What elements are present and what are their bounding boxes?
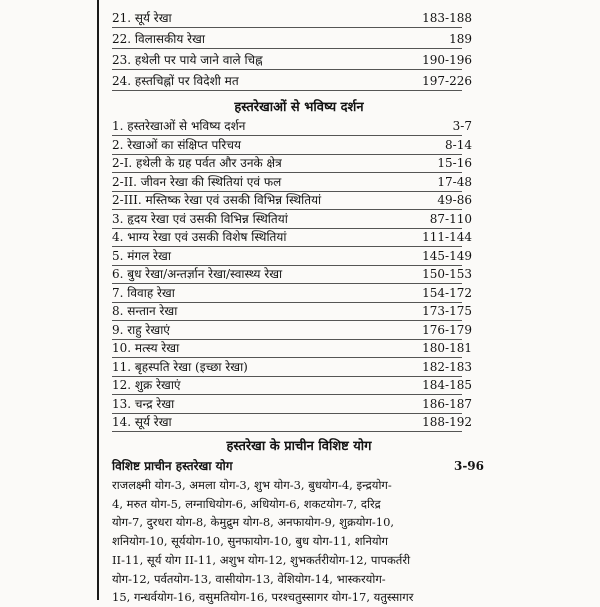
toc-entry-page: 180-181 — [422, 341, 472, 355]
toc-entry-page: 49-86 — [437, 193, 472, 207]
toc-entry-label: 2. रेखाओं का संक्षिप्त परिचय — [112, 137, 241, 152]
yoga-list-paragraph — [112, 476, 484, 607]
toc-entry-label: 12. शुक्र रेखाएं — [112, 378, 181, 392]
margin-rule — [97, 0, 99, 600]
paragraph-line: 4, मरुत योग-5, लग्नाधियोग-6, अधियोग-6, शकटयोग-7, दरिद्र — [112, 496, 381, 511]
paragraph-line: योग-7, दुरधरा योग-8, केमुद्रुम योग-8, अनफायोग-9, शुक्रयोग-10, — [112, 515, 395, 530]
toc-entry-page: 189 — [449, 32, 472, 46]
toc-entry — [112, 248, 472, 264]
toc-entry-page: 150-153 — [422, 267, 472, 281]
toc-entry-page: 111-144 — [422, 230, 472, 244]
toc-entry — [112, 137, 472, 153]
section-heading: हस्तरेखाओं से भविष्य दर्शन — [234, 100, 364, 115]
toc-entry-label: 10. मत्स्य रेखा — [112, 341, 180, 355]
toc-entry — [112, 211, 472, 227]
paragraph-line: राजलक्ष्मी योग-3, अमला योग-3, शुभ योग-3, बुधयोग-4, इन्द्रयोग- — [112, 478, 392, 492]
toc-entry-page: 8-14 — [445, 137, 472, 152]
toc-entry — [112, 118, 472, 134]
paragraph-line: II-11, सूर्य योग II-11, अशुभ योग-12, शुभकर्तरीयोग-12, पापकर्तरी — [112, 552, 411, 567]
paragraph-line: शनियोग-10, सूर्ययोग-10, सुनफायोग-10, बुध योग-11, शनियोग — [112, 534, 389, 549]
toc-entry-page: 197-226 — [422, 74, 472, 88]
toc-entry — [112, 174, 472, 190]
toc-entry-page: 145-149 — [422, 248, 472, 263]
toc-entry — [112, 359, 472, 375]
toc-entry — [112, 458, 484, 474]
toc-entry-page: 15-16 — [437, 156, 472, 170]
toc-entry — [112, 52, 472, 68]
toc-entry-page: 173-175 — [422, 304, 472, 318]
toc-entry — [112, 10, 472, 26]
toc-entry-page: 176-179 — [422, 322, 472, 337]
toc-entry-page: 3-7 — [452, 119, 472, 133]
toc-entry-label: 8. सन्तान रेखा — [112, 304, 178, 318]
toc-entry-page: 182-183 — [422, 359, 472, 374]
toc-entry — [112, 322, 472, 338]
toc-entry — [112, 73, 472, 89]
toc-entry — [112, 266, 472, 282]
toc-entry-page: 17-48 — [437, 174, 472, 189]
toc-entry-label: 13. चन्द्र रेखा — [112, 396, 175, 411]
toc-entry — [112, 31, 472, 47]
toc-entry — [112, 396, 472, 412]
toc-entry-page: 87-110 — [429, 211, 472, 226]
toc-entry-label: 5. मंगल रेखा — [112, 248, 171, 263]
toc-entry — [112, 377, 472, 393]
toc-entry — [112, 155, 472, 171]
paragraph-line: 15, गन्धर्वयोग-16, वसुमतियोग-16, परश्चतुस्सागर योग-17, यतुस्सागर — [112, 590, 414, 605]
paragraph-line: योग-12, पर्वतयोग-13, वासीयोग-13, वेशियोग-14, भास्करयोग- — [112, 571, 386, 586]
toc-entry-label: विशिष्ट प्राचीन हस्तरेखा योग — [112, 459, 233, 473]
toc-entry — [112, 192, 472, 208]
toc-entry-page: 190-196 — [422, 53, 472, 67]
toc-entry-label: 11. बृहस्पति रेखा (इच्छा रेखा) — [112, 359, 248, 374]
toc-entry-label: 1. हस्तरेखाओं से भविष्य दर्शन — [112, 119, 246, 133]
toc-entry-label: 2-I. हथेली के ग्रह पर्वत और उनके क्षेत्र — [112, 156, 282, 170]
toc-entry — [112, 303, 472, 319]
toc-entry-label: 3. हृदय रेखा एवं उसकी विभिन्न स्थितियां — [112, 211, 288, 226]
toc-entry-page: 154-172 — [422, 285, 472, 300]
toc-entry-page: 188-192 — [422, 415, 472, 429]
toc-entry-label: 23. हथेली पर पाये जाने वाले चिह्न — [112, 53, 263, 67]
toc-entry-label: 9. राहु रेखाएं — [112, 322, 170, 337]
toc-entry-page: 183-188 — [422, 11, 472, 25]
toc-entry — [112, 285, 472, 301]
toc-entry-page: 3-96 — [453, 459, 484, 473]
toc-entry-page: 186-187 — [422, 396, 472, 411]
toc-entry-label: 14. सूर्य रेखा — [112, 415, 172, 429]
toc-entry — [112, 414, 472, 430]
toc-entry — [112, 229, 472, 245]
toc-entry-label: 4. भाग्य रेखा एवं उसकी विशेष स्थितियां — [112, 230, 287, 244]
toc-entry-label: 2-II. जीवन रेखा की स्थितियां एवं फल — [112, 174, 282, 189]
toc-entry-page: 184-185 — [422, 378, 472, 392]
toc-entry-label: 24. हस्तचिह्नों पर विदेशी मत — [112, 74, 239, 88]
toc-entry — [112, 340, 472, 356]
section-heading: हस्तरेखा के प्राचीन विशिष्ट योग — [226, 439, 372, 454]
toc-entry-label: 6. बुध रेखा/अन्तर्ज्ञान रेखा/स्वास्थ्य रेखा — [112, 267, 283, 281]
toc-entry-label: 21. सूर्य रेखा — [112, 11, 172, 25]
toc-entry-label: 2-III. मस्तिष्क रेखा एवं उसकी विभिन्न स्थितियां — [112, 193, 322, 207]
toc-entry-label: 22. विलासकीय रेखा — [112, 32, 205, 46]
toc-entry-label: 7. विवाह रेखा — [112, 285, 175, 300]
